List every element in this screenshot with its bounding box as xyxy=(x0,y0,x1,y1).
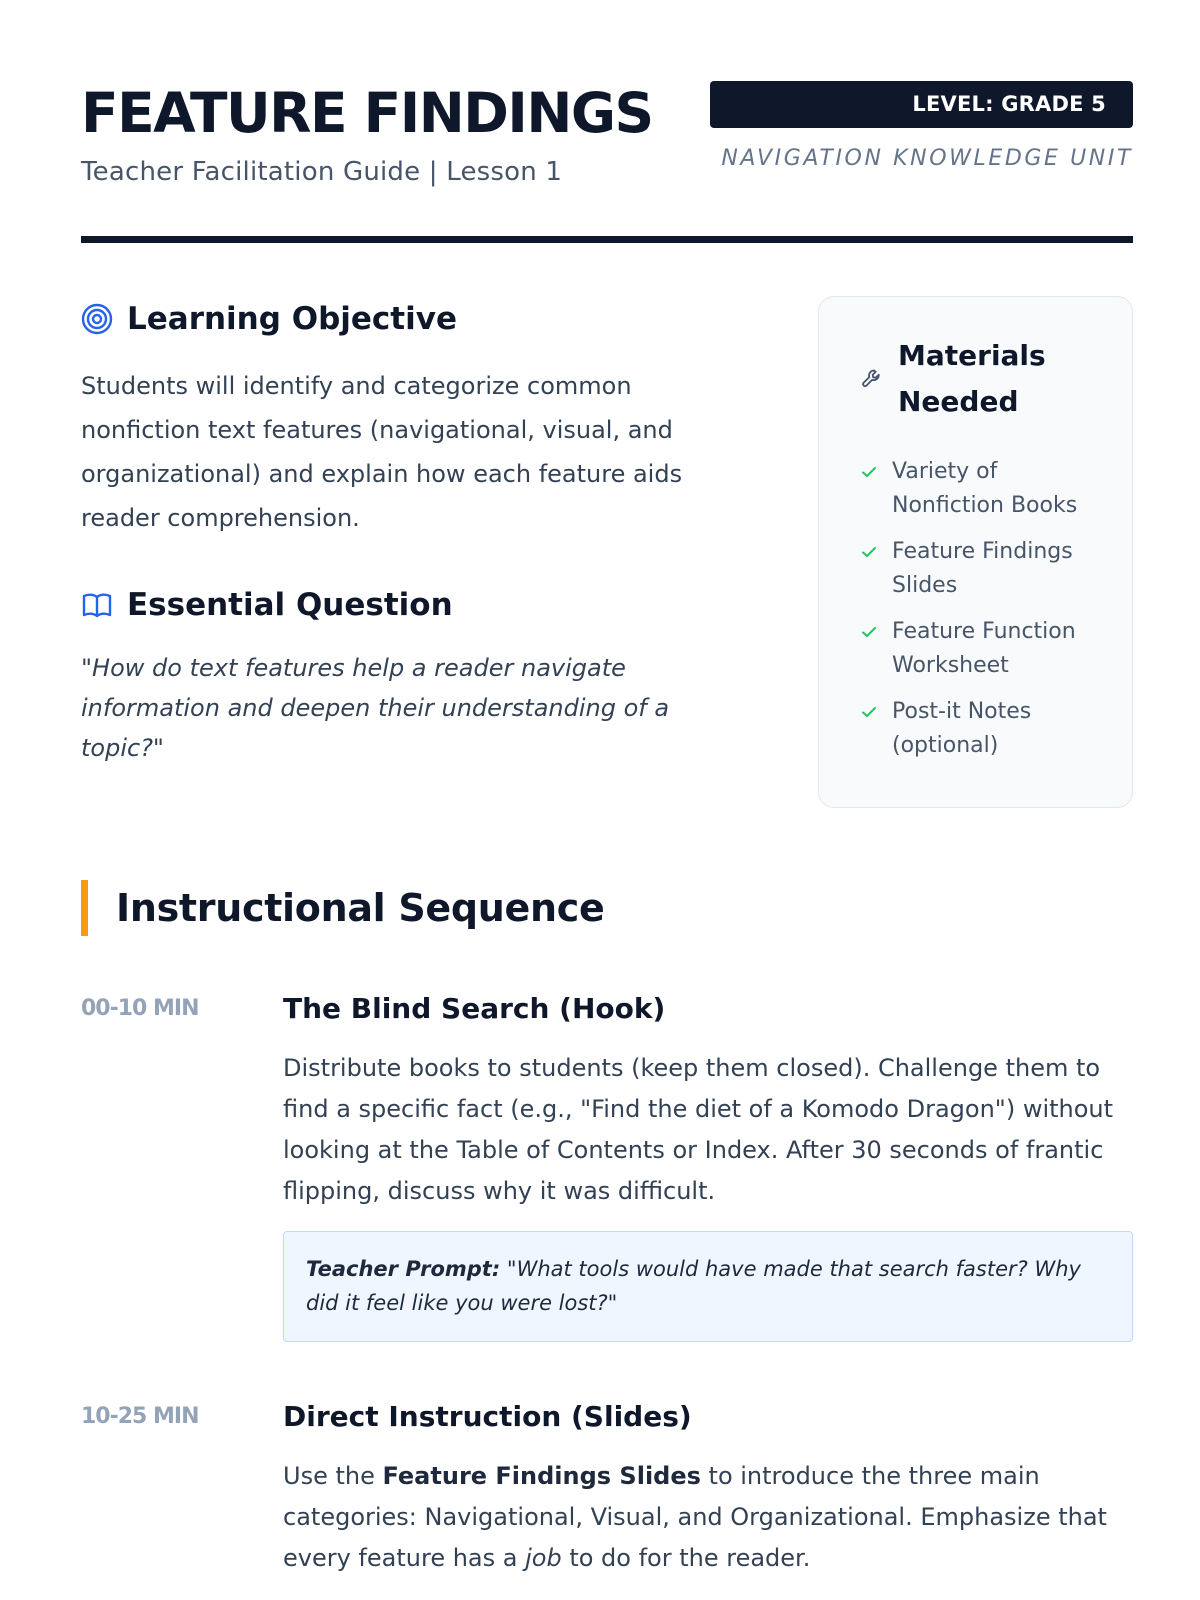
sequence-heading-row xyxy=(81,880,604,936)
step-body xyxy=(283,1456,1133,1579)
step-body: Distribute books to students (keep them closed). Challenge them to find a specific fact (e.g., "Find the diet of a Komodo Dragon") without looking at the Table of Contents or Index. After 30 seconds of frantic flipping, discuss why it was difficult. xyxy=(283,1054,1114,1205)
list-item xyxy=(860,535,1100,603)
check-icon xyxy=(860,623,878,641)
level-badge: LEVEL: GRADE 5 xyxy=(710,81,1133,128)
list-item xyxy=(860,695,1100,763)
teacher-prompt-box xyxy=(283,1231,1133,1342)
page-title: FEATURE FINDINGS xyxy=(81,81,653,145)
target-icon xyxy=(81,303,113,335)
material-label: Variety of Nonfiction Books xyxy=(892,459,1078,518)
material-label: Feature Findings Slides xyxy=(892,539,1073,598)
step-body-text: to do for the reader. xyxy=(561,1544,811,1572)
material-label: Post-it Notes (optional) xyxy=(892,699,1032,758)
objective-text: Students will identify and categorize common nonfiction text features (navigational, visual, and organizational) and explain how each feature aids reader comprehension. xyxy=(81,372,683,532)
step-time: 10-25 MIN xyxy=(81,1404,199,1429)
unit-label: NAVIGATION KNOWLEDGE UNIT xyxy=(721,146,1133,171)
objective-heading-row xyxy=(81,299,457,339)
header xyxy=(81,0,1133,244)
header-divider xyxy=(81,236,1133,243)
step-body-text: to introduce the three main categories: Navigational, Visual, and Organizational. Emphasize that every feature has a xyxy=(283,1462,1107,1572)
teacher-prompt-text: "What tools would have made that search faster? Why did it feel like you were lost?" xyxy=(306,1257,1081,1315)
materials-heading: Materials Needed xyxy=(898,339,1046,418)
step-body-italic: job xyxy=(525,1544,562,1572)
step-body-emphasis: Feature Findings Slides xyxy=(382,1462,701,1490)
sequence-heading: Instructional Sequence xyxy=(116,886,605,930)
step-body-text: Use the xyxy=(283,1462,383,1490)
page-subtitle: Teacher Facilitation Guide | Lesson 1 xyxy=(81,157,563,187)
materials-heading-row xyxy=(860,333,1068,425)
step-time: 00-10 MIN xyxy=(81,996,199,1021)
lesson-guide-page xyxy=(81,0,1133,1572)
materials-list xyxy=(860,455,1100,775)
list-item xyxy=(860,455,1100,523)
essential-question-text: "How do text features help a reader navigate information and deepen their understanding of a topic?" xyxy=(81,654,670,762)
teacher-prompt-label: Teacher Prompt: xyxy=(306,1257,501,1281)
step-title: The Blind Search (Hook) xyxy=(283,992,666,1025)
step-title: Direct Instruction (Slides) xyxy=(283,1400,692,1433)
question-heading: Essential Question xyxy=(127,587,453,623)
wrench-icon xyxy=(860,367,884,391)
book-open-icon xyxy=(81,589,113,621)
objective-heading: Learning Objective xyxy=(127,301,457,337)
materials-card xyxy=(818,296,1133,808)
list-item xyxy=(860,615,1100,683)
question-heading-row xyxy=(81,585,453,625)
material-label: Feature Function Worksheet xyxy=(892,619,1076,678)
check-icon xyxy=(860,543,878,561)
check-icon xyxy=(860,463,878,481)
check-icon xyxy=(860,703,878,721)
